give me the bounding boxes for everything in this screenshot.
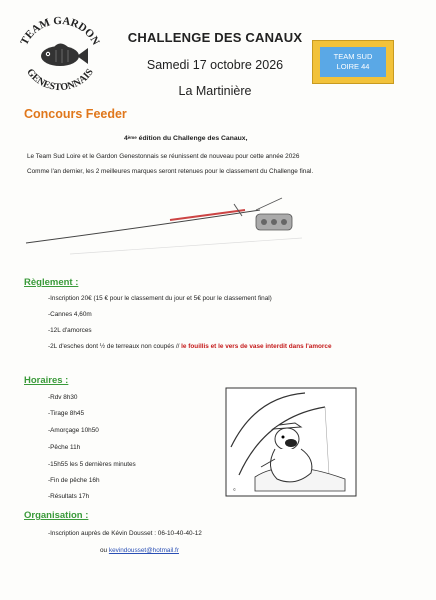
organisation-contact: -Inscription auprès de Kévin Dousset : 06-10-40-40-12 — [48, 530, 202, 537]
badge-line2: LOIRE 44 — [336, 62, 370, 71]
intro-paragraph-1: Le Team Sud Loire et le Gardon Genestonnais se réunissent de nouveau pour cette année 2026 — [27, 153, 300, 160]
feeder-rod-illustration — [20, 188, 310, 258]
event-date: Samedi 17 octobre 2026 — [146, 58, 284, 72]
horaire-item: -Tirage 8h45 — [48, 410, 84, 417]
reglement-item-2: -Cannes 4,60m — [48, 311, 92, 318]
page-title: CHALLENGE DES CANAUX — [127, 30, 303, 45]
organisation-email-line — [100, 547, 179, 554]
edition-suffix: ème — [127, 135, 137, 140]
intro-paragraph-2: Comme l'an dernier, les 2 meilleures marques seront retenues pour le classement du Challenge final. — [27, 168, 314, 175]
organisation-heading: Organisation : — [24, 510, 89, 521]
horaire-item: -15h55 les 5 dernières minutes — [48, 461, 136, 468]
reglement-heading: Règlement : — [24, 277, 79, 288]
email-link[interactable]: kevindousset@hotmail.fr — [108, 547, 179, 554]
email-prefix: ou — [100, 547, 109, 554]
edition-text: édition du Challenge des Canaux, — [136, 135, 248, 142]
reglement-item-4-text: -2L d'esches dont ½ de terreaux non coupés // — [48, 343, 182, 350]
horaires-heading: Horaires : — [24, 375, 69, 386]
badge-label — [320, 47, 386, 77]
horaire-item: -Pêche 11h — [48, 444, 81, 451]
reglement-warning: le fouillis et le vers de vase interdit dans l'amorce — [181, 343, 332, 350]
horaire-item: -Fin de pêche 16h — [48, 477, 100, 484]
concours-feeder-heading: Concours Feeder — [24, 107, 127, 121]
badge-line1: TEAM SUD — [333, 52, 373, 61]
team-sud-loire-badge — [312, 40, 394, 84]
horaire-item: -Résultats 17h — [48, 493, 90, 500]
reglement-item-3: -12L d'amorces — [48, 327, 92, 334]
edition-line — [124, 135, 247, 142]
reglement-item-1: -Inscription 20€ (15 € pour le classement du jour et 5€ pour le classement final) — [48, 295, 272, 302]
fisherman-cartoon — [225, 387, 357, 497]
svg-text:TEAM GARDON: TEAM GARDON — [18, 14, 102, 48]
svg-text:©: © — [233, 487, 236, 492]
team-gardon-logo — [12, 14, 108, 94]
event-place: La Martinière — [178, 84, 252, 98]
horaire-item: -Amorçage 10h50 — [48, 427, 99, 434]
reglement-item-4 — [48, 343, 332, 350]
svg-text:GENESTONNAIS: GENESTONNAIS — [24, 66, 96, 94]
horaire-item: -Rdv 8h30 — [48, 394, 78, 401]
edition-number: 4 — [124, 135, 128, 142]
